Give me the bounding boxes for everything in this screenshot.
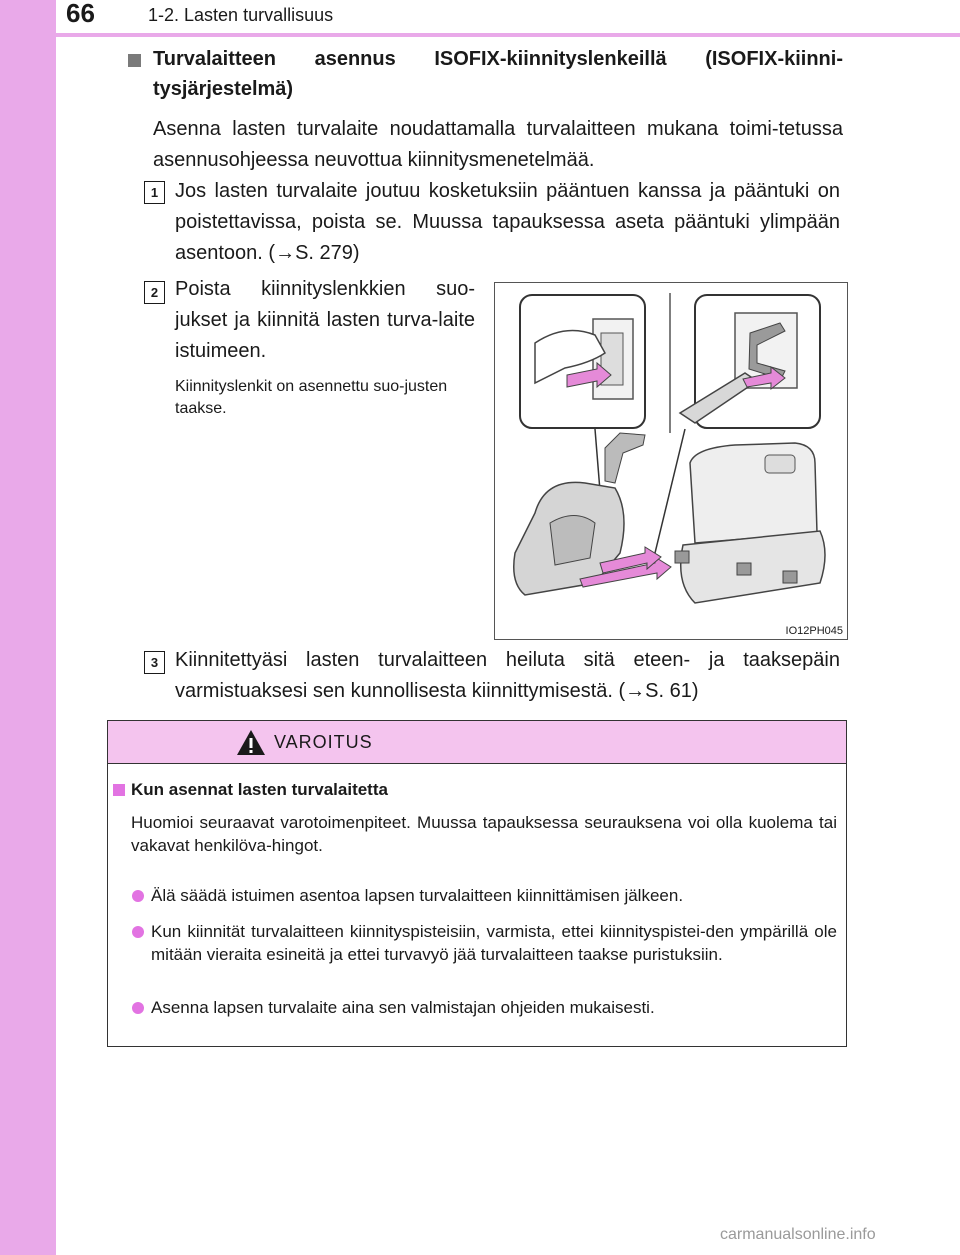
step-number-2: 2 [144, 281, 165, 304]
warning-header [108, 721, 846, 764]
figure-label: IO12PH045 [785, 625, 843, 637]
warning-text: Huomioi seuraavat varotoimenpiteet. Muussa tapauksessa seurauksena voi olla kuolema tai vakavat henkilöva-hingot. [131, 813, 837, 855]
isofix-diagram-icon [495, 283, 847, 639]
step-text-2: Poista kiinnityslenkkien suo-jukset ja kiinnitä lasten turva-laite istuimeen. [175, 278, 475, 362]
heading-square-icon [128, 54, 141, 67]
warning-bullet-2: Kun kiinnität turvalaitteen kiinnityspisteisiin, varmista, ettei kiinnityspistei-den ympärillä ole mitään vieraita esineitä ja ettei turvavyö jää turvalaitteen taakse puristuksiin. [151, 922, 837, 964]
header-rule [56, 33, 960, 37]
step-number-1: 1 [144, 181, 165, 204]
warning-bullet-3: Asenna lapsen turvalaite aina sen valmistajan ohjeiden mukaisesti. [151, 998, 655, 1017]
warning-triangle-icon [236, 729, 266, 756]
warning-subheading-square-icon [113, 784, 125, 796]
warning-title: VAROITUS [274, 732, 373, 752]
footer-watermark: carmanualsonline.info [720, 1226, 876, 1243]
step-text-3: Kiinnitettyäsi lasten turvalaitteen heiluta sitä eteen- ja taaksepäin varmistuaksesi sen kunnollisesta kiinnittymisestä. (→S. 61) [175, 649, 840, 702]
bullet-dot-icon [132, 926, 144, 938]
left-margin-band [0, 0, 56, 1255]
warning-subheading: Kun asennat lasten turvalaitetta [131, 780, 388, 799]
heading: Turvalaitteen asennus ISOFIX-kiinnityslenkeillä (ISOFIX-kiinni-tysjärjestelmä) [153, 48, 843, 100]
bullet-dot-icon [132, 1002, 144, 1014]
step-number-3: 3 [144, 651, 165, 674]
bullet-dot-icon [132, 890, 144, 902]
section-title: 1-2. Lasten turvallisuus [148, 5, 334, 25]
step-note-2: Kiinnityslenkit on asennettu suo-justen taakse. [175, 378, 448, 417]
page-number: 66 [66, 0, 95, 28]
step-text-1: Jos lasten turvalaite joutuu kosketuksiin pääntuen kanssa ja pääntuki on poistettavissa, poista se. Muussa tapauksessa aseta pääntuki ylimpään asentoon. (→S. 279) [175, 180, 840, 264]
intro-paragraph: Asenna lasten turvalaite noudattamalla turvalaitteen mukana toimi-tetussa asennusohjeessa neuvottua kiinnitysmenetelmää. [153, 118, 843, 171]
isofix-illustration [494, 282, 848, 640]
warning-bullet-1: Älä säädä istuimen asentoa lapsen turvalaitteen kiinnittämisen jälkeen. [151, 886, 684, 905]
